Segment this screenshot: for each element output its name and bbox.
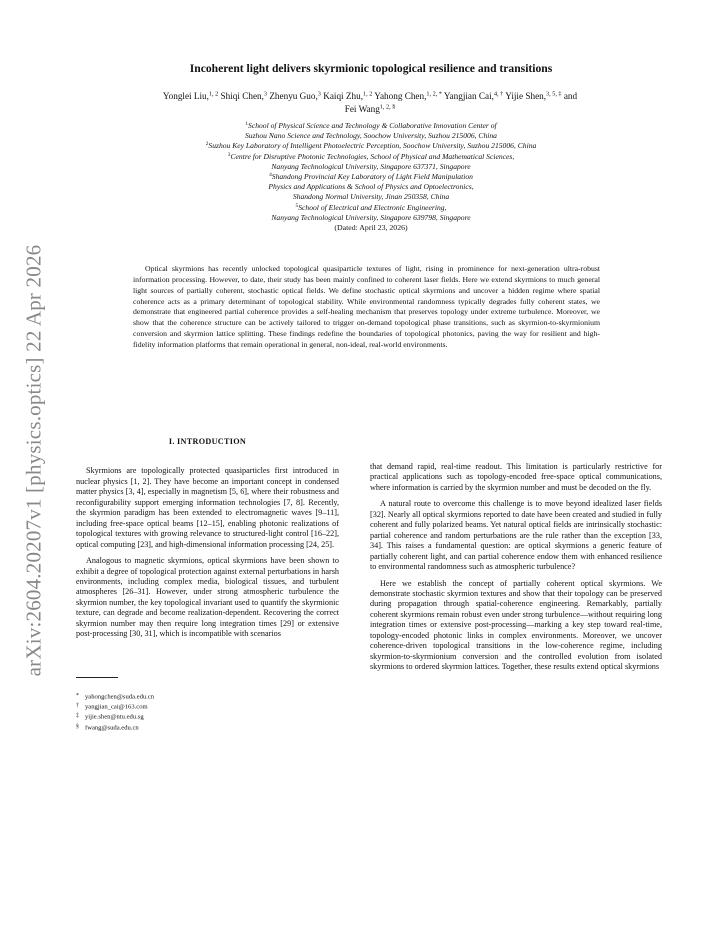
- author-affiliation-marker: 1, 2, *: [426, 90, 442, 98]
- footnote-email: yangjian_cai@163.com: [85, 703, 148, 711]
- affiliation-text: School of Electrical and Electronic Engineering,: [298, 202, 447, 212]
- affiliation-text: Shandong Provincial Key Laboratory of Light Field Manipulation: [271, 172, 473, 182]
- footnote-email: fwang@suda.edu.cn: [85, 724, 139, 732]
- arxiv-identifier-text: arXiv:2604.20207v1 [physics.optics] 22 Apr 2026: [21, 244, 46, 676]
- affiliation-text: Nanyang Technological University, Singapore 639798, Singapore: [271, 212, 471, 222]
- body-paragraph: Skyrmions are topologically protected quasiparticles first introduced in nuclear physics [1, 2]. They have become an important concept in condensed matter physics [3, 4], especially in magnetism [5, 6], where their robustness and reconfigurability support emerging information technologies [7, 8]. Recently, the skyrmion paradigm has been extended to electromagnetic waves [9–11], including free-space optical beams [12–15], enabling photonic realizations of topological textures with growing relevance to structured-light control [16–22], optical computing [23], and high-dimensional information processing [24, 25].: [76, 466, 339, 549]
- author-name: Yijie Shen,: [505, 91, 547, 101]
- author-name: Kaiqi Zhu,: [323, 91, 363, 101]
- author-affiliation-marker: 3, 5, ‡: [546, 90, 562, 98]
- affiliation-line: [86, 131, 656, 141]
- author-list: [160, 90, 580, 117]
- author-affiliation-marker: 1, 2: [363, 90, 373, 98]
- affiliation-text: Suzhou Key Laboratory of Intelligent Photoelectric Perception, Soochow University, Suzhou 215006, China: [208, 141, 537, 151]
- author-affiliation-marker: 4, †: [493, 90, 504, 98]
- footnote-item: [76, 692, 339, 702]
- footnote-item: [76, 712, 339, 722]
- footnote-divider: [76, 677, 118, 678]
- affiliation-line: [86, 192, 656, 202]
- author-name: and Fei Wang: [344, 91, 578, 115]
- affiliation-text: School of Physical Science and Technology & Collaborative Innovation Center of: [248, 121, 497, 130]
- author-affiliation-marker: 1, 2, §: [379, 103, 396, 111]
- author-name: Yangjian Cai,: [443, 91, 494, 101]
- affiliation-text: Suzhou Nano Science and Technology, Soochow University, Suzhou 215006, China: [245, 131, 497, 141]
- footnote-email: yahongchen@suda.edu.cn: [85, 693, 155, 701]
- footnotes: [76, 692, 339, 733]
- affiliation-marker: 4: [269, 172, 272, 179]
- affiliation-marker: 3: [227, 151, 231, 158]
- dated-line: (Dated: April 23, 2026): [334, 223, 408, 233]
- author-name: Shiqi Chen,: [220, 91, 264, 101]
- author-affiliation-marker: 1, 2: [208, 90, 219, 98]
- author-name: Zhenyu Guo,: [269, 91, 318, 101]
- affiliation-text: Shandong Normal University, Jinan 250358, China: [292, 192, 450, 202]
- footnote-marker: ‡: [76, 713, 79, 720]
- footnote-marker: †: [76, 703, 79, 709]
- affiliation-marker: 1: [245, 121, 249, 127]
- left-column: [76, 437, 339, 733]
- affiliation-text: Physics and Applications & School of Physics and Optoelectronics,: [268, 182, 474, 192]
- body-paragraph: that demand rapid, real-time readout. This limitation is particularly restrictive for practical applications such as topology-encoded free-space optical communications, where information is carried by the skyrmion number and must be decoded on the fly.: [370, 462, 662, 492]
- affiliation-line: [86, 162, 656, 172]
- footnote-item: [76, 702, 339, 712]
- affiliation-line: [86, 121, 656, 131]
- section-heading: I. INTRODUCTION: [168, 437, 247, 446]
- body-paragraph: Analogous to magnetic skyrmions, optical skyrmions have been shown to exhibit a degree of topological protection against external perturbations in harsh environments, including complex media, biological tissues, and turbulent atmospheres [26–31]. However, under strong atmospheric turbulence the skyrmion number, the key topological invariant used to quantify the skyrmionic texture, can degrade and become realization-dependent. Recovering the correct skyrmion number may then require long integration times [29] or extensive post-processing [30, 31], which is incompatible with scenarios: [76, 556, 339, 639]
- right-column: [370, 462, 662, 673]
- affiliation-line: [86, 182, 656, 192]
- body-paragraph: A natural route to overcome this challenge is to move beyond idealized laser fields [32]. Nearly all optical skyrmions reported to date have been created and studied in fully coherent and fully polarized beams. Yet natural optical fields are intrinsically stochastic: partial coherence and random perturbations are the rule rather than the exception [33, 34]. This raises a fundamental question: are optical skyrmions a generic feature of partially coherent light, and can partial coherence endow them with enhanced resilience to environmental randomness such as atmospheric turbulence?: [370, 499, 662, 572]
- author-name: Yahong Chen,: [374, 91, 427, 101]
- affiliation-text: Nanyang Technological University, Singapore 637371, Singapore: [271, 161, 471, 171]
- affiliation-marker: 2: [205, 141, 209, 148]
- body-paragraph: Here we establish the concept of partially coherent optical skyrmions. We demonstrate stochastic skyrmion textures and show that their topology can be preserved during propagation through spatial-coherence engineering. Remarkably, partially coherent skyrmions remain robust even under strong turbulence—without requiring long integration times or extensive post-processing—marking a key step toward real-time, topology-encoded photonic links in complex environments. Moreover, we uncover coherence-driven topological transitions in the low-coherence regime, including skyrmion-to-skyrmionium conversion and the controlled evolution from isolated skyrmions to ordered skyrmion lattices. Together, these results extend optical skyrmions: [370, 578, 662, 672]
- affiliation-line: [86, 141, 656, 151]
- author-affiliation-marker: 3: [317, 90, 321, 98]
- affiliation-line: [86, 152, 656, 162]
- affiliation-line: [86, 213, 656, 223]
- author-name: Yonglei Liu,: [162, 91, 209, 101]
- affiliation-line: [86, 203, 656, 213]
- affiliation-text: Centre for Disruptive Photonic Technologies, School of Physical and Mathematical Sciences,: [230, 151, 515, 161]
- author-affiliation-marker: 3: [263, 90, 268, 98]
- affiliation-marker: 5: [295, 202, 299, 209]
- footnote-marker: *: [76, 692, 79, 699]
- affiliation-list: [86, 121, 656, 233]
- footnote-item: [76, 723, 339, 733]
- footnote-email: yijie.shen@ntu.edu.sg: [85, 713, 144, 721]
- arxiv-identifier-stamp: [21, 232, 47, 688]
- affiliation-line: [86, 172, 656, 182]
- paper-title: Incoherent light delivers skyrmionic topological resilience and transitions: [189, 62, 553, 75]
- abstract: Optical skyrmions has recently unlocked topological quasiparticle textures of light, rising in prominence for next-generation ultra-robust information processing. However, to date, their study has been mainly confined to coherent laser fields. Here we extend skyrmions to much general light sources of partially coherent, stochastic optical fields. We define stochastic optical skyrmions and uncover a hidden regime where spatial coherence acts as a primary determinant of topological stability. While environmental randomness typically degrades fully coherent states, we demonstrate that engineered partial coherence provides a self-healing mechanism that preserves topology under extreme turbulence. Moreover, we show that the coherence structure can be actively tailored to trigger on-demand topological phase transitions, such as skyrmion-to-skyrmionium conversion and skyrmion lattice splitting. These findings redefine the boundaries of topological photonics, paving the way for resilient and high-fidelity information platforms that remain operational in general, non-ideal, real-world environments.: [133, 264, 600, 349]
- footnote-marker: §: [76, 723, 79, 730]
